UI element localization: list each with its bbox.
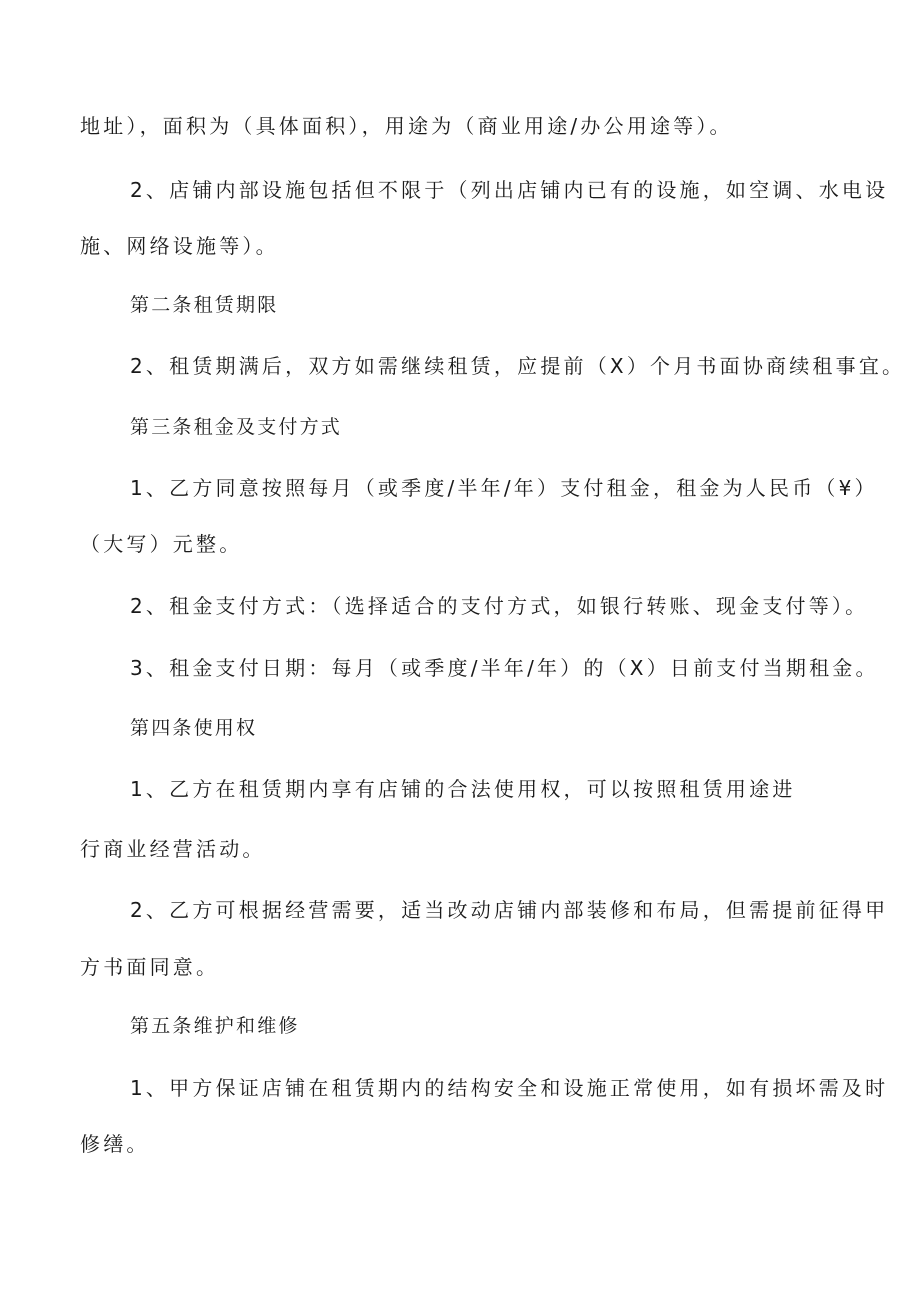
paragraph-line-renewal: 2、租赁期满后，双方如需继续租赁，应提前（X）个月书面协商续租事宜。 bbox=[130, 354, 906, 378]
paragraph-line-payment-method: 2、租金支付方式：（选择适合的支付方式，如银行转账、现金支付等）。 bbox=[130, 594, 869, 618]
paragraph-line-renovation: 2、乙方可根据经营需要，适当改动店铺内部装修和布局，但需提前征得甲 bbox=[130, 898, 889, 922]
paragraph-line-maintenance-cont: 修缮。 bbox=[80, 1132, 150, 1156]
paragraph-line-rent-amount: 1、乙方同意按照每月（或季度/半年/年）支付租金，租金为人民币（¥） bbox=[130, 476, 878, 500]
paragraph-line-maintenance: 1、甲方保证店铺在租赁期内的结构安全和设施正常使用，如有损坏需及时 bbox=[130, 1076, 889, 1100]
paragraph-line-usage-right-cont: 行商业经营活动。 bbox=[80, 837, 266, 861]
section-heading-rent-payment: 第三条租金及支付方式 bbox=[130, 416, 343, 438]
section-heading-maintenance: 第五条维护和维修 bbox=[130, 1015, 300, 1037]
paragraph-line-facilities: 2、店铺内部设施包括但不限于（列出店铺内已有的设施，如空调、水电设 bbox=[130, 178, 889, 202]
paragraph-line-facilities-cont: 施、网络设施等）。 bbox=[80, 234, 279, 258]
section-heading-lease-term: 第二条租赁期限 bbox=[130, 294, 279, 316]
paragraph-line-renovation-cont: 方书面同意。 bbox=[80, 955, 220, 979]
paragraph-line-payment-date: 3、租金支付日期：每月（或季度/半年/年）的（X）日前支付当期租金。 bbox=[130, 656, 879, 680]
paragraph-line-usage-right: 1、乙方在租赁期内享有店铺的合法使用权，可以按照租赁用途进 bbox=[130, 777, 796, 801]
paragraph-line-rent-amount-cont: （大写）元整。 bbox=[80, 532, 243, 556]
paragraph-line-address: 地址），面积为（具体面积），用途为（商业用途/办公用途等）。 bbox=[80, 114, 733, 138]
section-heading-usage-right: 第四条使用权 bbox=[130, 717, 258, 739]
